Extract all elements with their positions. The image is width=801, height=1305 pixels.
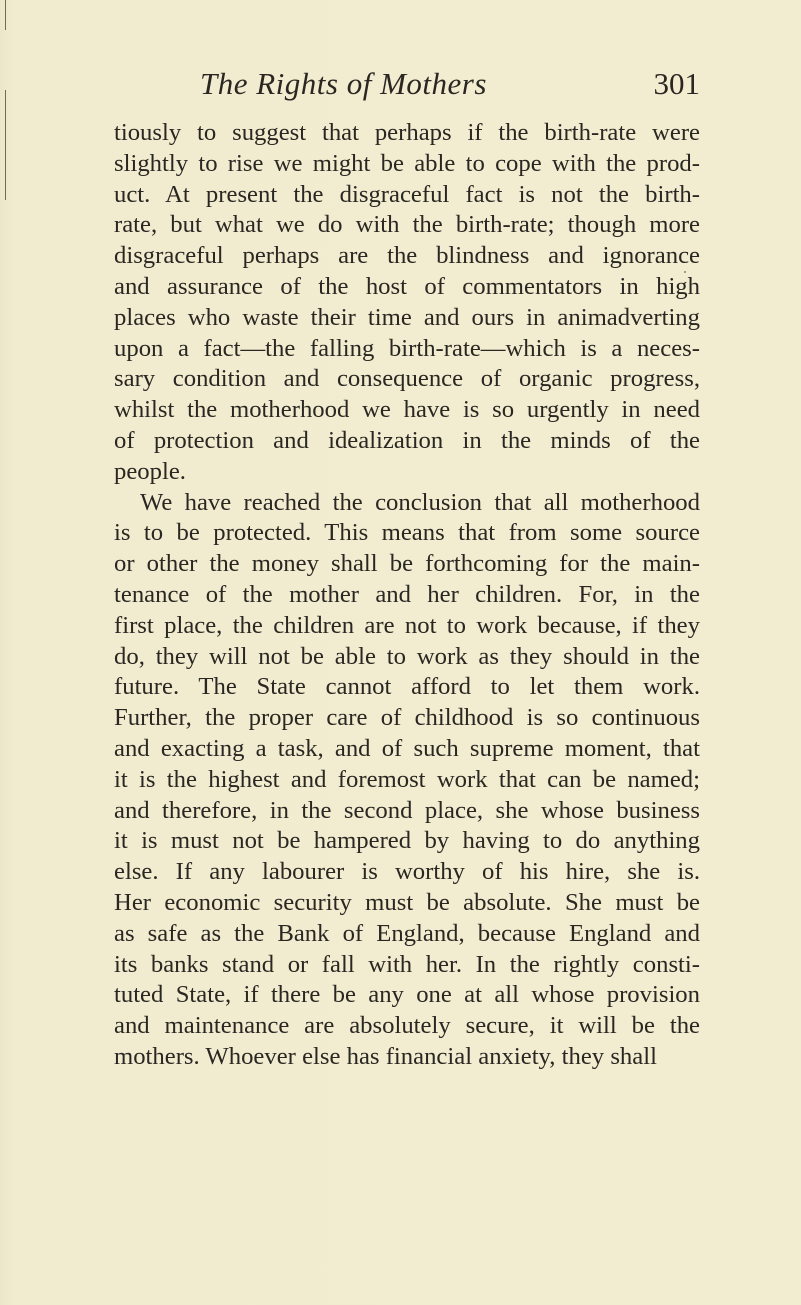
text-line: or other the money shall be forthcoming for the main-	[114, 550, 700, 578]
text-line: tuted State, if there be any one at all whose provision	[114, 981, 700, 1009]
text-line: else. If any labourer is worthy of his hire, she is.	[114, 858, 700, 886]
page-number: 301	[653, 66, 700, 101]
text-line: as safe as the Bank of England, because England and	[114, 919, 700, 947]
text-line: places who waste their time and ours in animadverting	[114, 303, 700, 331]
text-line: uct. At present the disgraceful fact is not the birth-	[114, 180, 700, 208]
spine-edge	[5, 90, 6, 200]
text-line: future. The State cannot afford to let them work.	[114, 673, 700, 701]
text-line: people.	[114, 457, 186, 485]
text-line: Further, the proper care of childhood is so continuous	[114, 704, 700, 732]
text-line: sary condition and consequence of organic progress,	[114, 365, 700, 393]
text-line: and exacting a task, and of such supreme moment, that	[114, 734, 700, 762]
text-line: and therefore, in the second place, she whose business	[114, 796, 700, 824]
spine-edge	[5, 0, 6, 30]
text-line: it is must not be hampered by having to do anything	[114, 827, 700, 855]
text-line: rate, but what we do with the birth-rate; though more	[114, 211, 700, 239]
text-line: and assurance of the host of commentators in high	[114, 272, 700, 300]
running-title: The Rights of Mothers	[200, 66, 487, 101]
paper-speck	[684, 271, 686, 273]
text-line: We have reached the conclusion that all motherhood	[140, 488, 700, 516]
text-line: upon a fact—the falling birth-rate—which is a neces-	[114, 334, 700, 362]
text-line: do, they will not be able to work as they should in the	[114, 642, 700, 670]
text-line: mothers. Whoever else has financial anxiety, they shall	[114, 1042, 657, 1070]
body-text	[114, 118, 700, 1073]
text-line: of protection and idealization in the minds of the	[114, 426, 700, 454]
text-line: Her economic security must be absolute. She must be	[114, 888, 700, 916]
text-line: it is the highest and foremost work that can be named;	[114, 765, 700, 793]
text-line: its banks stand or fall with her. In the rightly consti-	[114, 950, 700, 978]
text-line: and maintenance are absolutely secure, it will be the	[114, 1012, 700, 1040]
text-line: disgraceful perhaps are the blindness and ignorance	[114, 242, 700, 270]
text-line: first place, the children are not to work because, if they	[114, 611, 700, 639]
text-line: slightly to rise we might be able to cope with the prod-	[114, 149, 700, 177]
text-line: is to be protected. This means that from some source	[114, 519, 700, 547]
text-line: whilst the motherhood we have is so urgently in need	[114, 396, 700, 424]
text-line: tenance of the mother and her children. For, in the	[114, 580, 700, 608]
text-line: tiously to suggest that perhaps if the birth-rate were	[114, 119, 700, 146]
page-header	[140, 66, 700, 106]
